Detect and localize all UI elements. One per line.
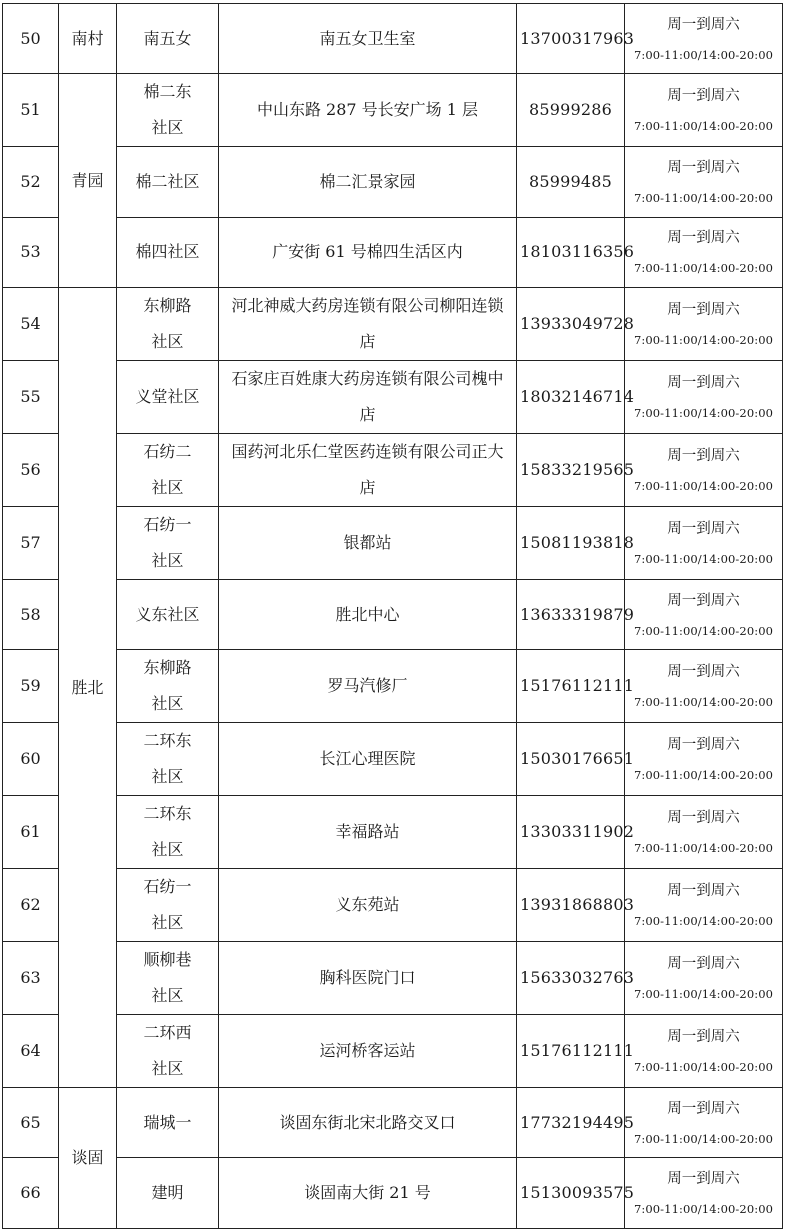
table-row — [3, 796, 783, 869]
table-row — [3, 4, 783, 74]
site-name-cell: 棉二汇景家园 — [219, 147, 517, 217]
row-number: 60 — [3, 723, 59, 796]
table-row — [3, 1158, 783, 1228]
row-number: 58 — [3, 579, 59, 649]
row-number: 65 — [3, 1088, 59, 1158]
community-cell: 南五女 — [117, 4, 219, 74]
community-cell: 二环西社区 — [117, 1015, 219, 1088]
open-time: 7:00-11:00/14:00-20:00 — [633, 119, 774, 134]
row-number: 63 — [3, 942, 59, 1015]
community-cell: 石纺一社区 — [117, 869, 219, 942]
hours-cell — [625, 4, 783, 74]
community-cell: 义堂社区 — [117, 360, 219, 433]
table-row — [3, 506, 783, 579]
street-cell: 胜北 — [59, 287, 117, 1087]
hours-cell — [625, 217, 783, 287]
open-time: 7:00-11:00/14:00-20:00 — [633, 768, 774, 783]
open-time: 7:00-11:00/14:00-20:00 — [633, 47, 774, 62]
open-days: 周一到周六 — [667, 16, 740, 33]
community-cell: 顺柳巷社区 — [117, 942, 219, 1015]
phone-cell: 13303311902 — [517, 796, 625, 869]
open-time: 7:00-11:00/14:00-20:00 — [633, 623, 774, 638]
hours-cell — [625, 869, 783, 942]
open-time: 7:00-11:00/14:00-20:00 — [633, 405, 774, 420]
open-days: 周一到周六 — [667, 1029, 740, 1046]
open-days: 周一到周六 — [667, 737, 740, 754]
site-name-cell: 义东苑站 — [219, 869, 517, 942]
site-name-cell: 河北神威大药房连锁有限公司柳阳连锁店 — [219, 287, 517, 360]
row-number: 61 — [3, 796, 59, 869]
row-number: 66 — [3, 1158, 59, 1228]
site-name-cell: 胸科医院门口 — [219, 942, 517, 1015]
community-cell: 石纺二社区 — [117, 433, 219, 506]
community-cell: 义东社区 — [117, 579, 219, 649]
open-days: 周一到周六 — [667, 883, 740, 900]
open-days: 周一到周六 — [667, 374, 740, 391]
open-time: 7:00-11:00/14:00-20:00 — [633, 551, 774, 566]
community-cell: 建明 — [117, 1158, 219, 1228]
community-cell: 棉二社区 — [117, 147, 219, 217]
site-name-cell: 长江心理医院 — [219, 723, 517, 796]
open-time: 7:00-11:00/14:00-20:00 — [633, 1060, 774, 1075]
open-time: 7:00-11:00/14:00-20:00 — [633, 261, 774, 276]
table-row — [3, 287, 783, 360]
open-days: 周一到周六 — [667, 1100, 740, 1117]
street-cell: 青园 — [59, 74, 117, 288]
phone-cell: 15030176651 — [517, 723, 625, 796]
row-number: 64 — [3, 1015, 59, 1088]
hours-cell — [625, 433, 783, 506]
site-name-cell: 谈固东街北宋北路交叉口 — [219, 1088, 517, 1158]
phone-cell: 18103116356 — [517, 217, 625, 287]
table-row — [3, 869, 783, 942]
hours-cell — [625, 942, 783, 1015]
phone-cell: 17732194495 — [517, 1088, 625, 1158]
community-cell: 棉二东社区 — [117, 74, 219, 147]
row-number: 52 — [3, 147, 59, 217]
row-number: 57 — [3, 506, 59, 579]
table-row — [3, 217, 783, 287]
row-number: 55 — [3, 360, 59, 433]
open-days: 周一到周六 — [667, 159, 740, 176]
hours-cell — [625, 650, 783, 723]
street-cell: 南村 — [59, 4, 117, 74]
hours-cell — [625, 1088, 783, 1158]
hours-cell — [625, 579, 783, 649]
hours-cell — [625, 360, 783, 433]
hours-cell — [625, 1015, 783, 1088]
phone-cell: 15081193818 — [517, 506, 625, 579]
hours-cell — [625, 796, 783, 869]
table-row — [3, 579, 783, 649]
table-row — [3, 650, 783, 723]
hours-cell — [625, 74, 783, 147]
phone-cell: 13933049728 — [517, 287, 625, 360]
table-row — [3, 74, 783, 147]
open-days: 周一到周六 — [667, 664, 740, 681]
open-days: 周一到周六 — [667, 810, 740, 827]
site-name-cell: 国药河北乐仁堂医药连锁有限公司正大店 — [219, 433, 517, 506]
table-row — [3, 1088, 783, 1158]
phone-cell: 18032146714 — [517, 360, 625, 433]
phone-cell: 15130093575 — [517, 1158, 625, 1228]
site-name-cell: 幸福路站 — [219, 796, 517, 869]
hours-cell — [625, 1158, 783, 1228]
community-cell: 二环东社区 — [117, 723, 219, 796]
open-days: 周一到周六 — [667, 592, 740, 609]
open-time: 7:00-11:00/14:00-20:00 — [633, 1202, 774, 1217]
site-name-cell: 石家庄百姓康大药房连锁有限公司槐中店 — [219, 360, 517, 433]
table-row — [3, 147, 783, 217]
testing-sites-table — [2, 3, 783, 1229]
hours-cell — [625, 287, 783, 360]
hours-cell — [625, 506, 783, 579]
open-time: 7:00-11:00/14:00-20:00 — [633, 478, 774, 493]
phone-cell: 85999286 — [517, 74, 625, 147]
open-time: 7:00-11:00/14:00-20:00 — [633, 914, 774, 929]
community-cell: 东柳路社区 — [117, 650, 219, 723]
open-days: 周一到周六 — [667, 230, 740, 247]
site-name-cell: 罗马汽修厂 — [219, 650, 517, 723]
site-name-cell: 南五女卫生室 — [219, 4, 517, 74]
open-time: 7:00-11:00/14:00-20:00 — [633, 987, 774, 1002]
community-cell: 瑞城一 — [117, 1088, 219, 1158]
phone-cell: 85999485 — [517, 147, 625, 217]
site-name-cell: 运河桥客运站 — [219, 1015, 517, 1088]
row-number: 53 — [3, 217, 59, 287]
phone-cell: 13633319879 — [517, 579, 625, 649]
community-cell: 二环东社区 — [117, 796, 219, 869]
open-days: 周一到周六 — [667, 1171, 740, 1188]
table-row — [3, 433, 783, 506]
row-number: 56 — [3, 433, 59, 506]
site-name-cell: 胜北中心 — [219, 579, 517, 649]
phone-cell: 13700317963 — [517, 4, 625, 74]
hours-cell — [625, 147, 783, 217]
row-number: 50 — [3, 4, 59, 74]
open-time: 7:00-11:00/14:00-20:00 — [633, 1131, 774, 1146]
open-days: 周一到周六 — [667, 301, 740, 318]
row-number: 54 — [3, 287, 59, 360]
table-row — [3, 723, 783, 796]
row-number: 62 — [3, 869, 59, 942]
phone-cell: 15176112111 — [517, 650, 625, 723]
site-name-cell: 中山东路 287 号长安广场 1 层 — [219, 74, 517, 147]
open-days: 周一到周六 — [667, 88, 740, 105]
hours-cell — [625, 723, 783, 796]
site-name-cell: 广安街 61 号棉四生活区内 — [219, 217, 517, 287]
open-days: 周一到周六 — [667, 956, 740, 973]
row-number: 59 — [3, 650, 59, 723]
phone-cell: 13931868803 — [517, 869, 625, 942]
row-number: 51 — [3, 74, 59, 147]
street-cell: 谈固 — [59, 1088, 117, 1229]
community-cell: 东柳路社区 — [117, 287, 219, 360]
phone-cell: 15176112111 — [517, 1015, 625, 1088]
open-time: 7:00-11:00/14:00-20:00 — [633, 695, 774, 710]
community-cell: 棉四社区 — [117, 217, 219, 287]
phone-cell: 15833219565 — [517, 433, 625, 506]
table-row — [3, 942, 783, 1015]
table-row — [3, 360, 783, 433]
site-name-cell: 谈固南大街 21 号 — [219, 1158, 517, 1228]
open-days: 周一到周六 — [667, 520, 740, 537]
phone-cell: 15633032763 — [517, 942, 625, 1015]
open-days: 周一到周六 — [667, 447, 740, 464]
open-time: 7:00-11:00/14:00-20:00 — [633, 332, 774, 347]
table-row — [3, 1015, 783, 1088]
open-time: 7:00-11:00/14:00-20:00 — [633, 841, 774, 856]
open-time: 7:00-11:00/14:00-20:00 — [633, 190, 774, 205]
community-cell: 石纺一社区 — [117, 506, 219, 579]
site-name-cell: 银都站 — [219, 506, 517, 579]
